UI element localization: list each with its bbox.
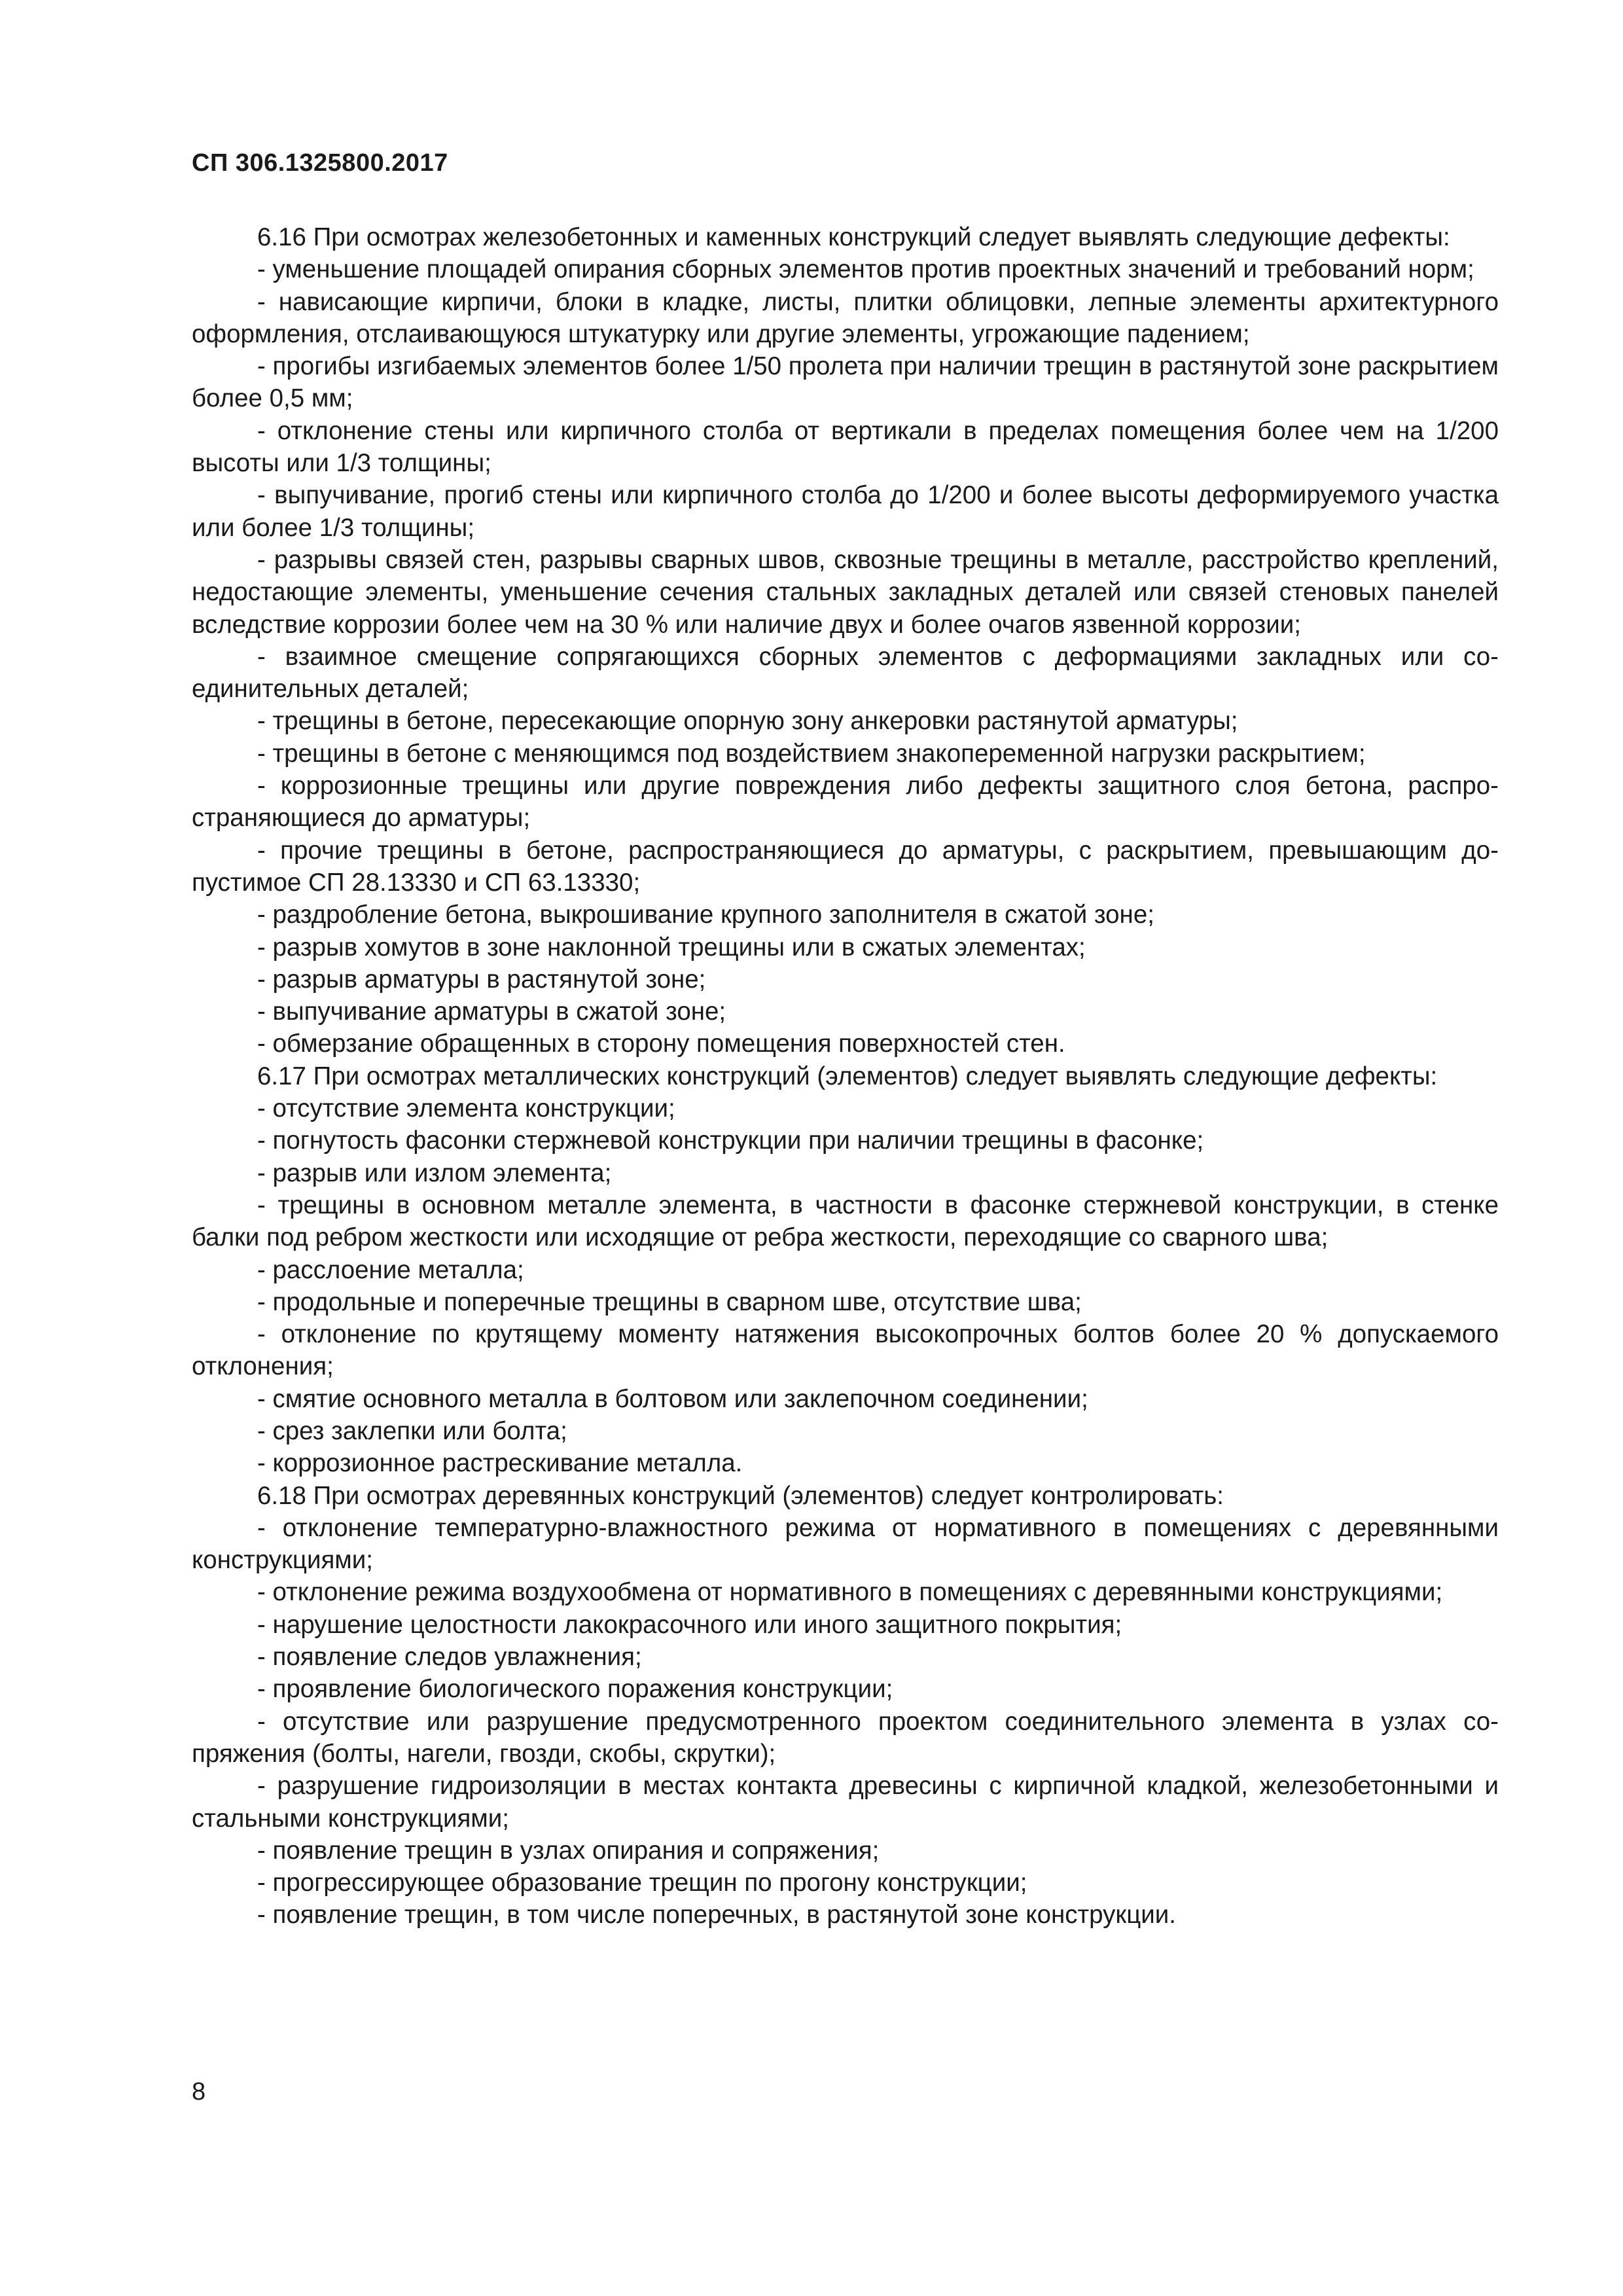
list-item: - появление следов увлажнения; — [257, 1643, 642, 1672]
list-item: - взаимное смещение сопрягающихся сборных элементов с деформациями закладных или соединительных деталей; — [192, 642, 1499, 704]
list-item: - разрыв хомутов в зоне наклонной трещины или в сжатых элементах; — [257, 933, 1086, 961]
list-item: - продольные и поперечные трещины в сварном шве, отсутствие шва; — [257, 1287, 1082, 1316]
list-item: - срез заклепки или болта; — [257, 1416, 567, 1445]
list-item: - прогибы изгибаемых элементов более 1/50 пролета при наличии трещин в растянутой зоне раскрытием более 0,5 мм; — [192, 352, 1499, 413]
document-body — [192, 221, 1499, 1931]
list-item: - уменьшение площадей опирания сборных элементов против проектных значений и требований норм; — [257, 255, 1474, 284]
list-item: - разрушение гидроизоляции в местах контакта древесины с кирпичной кладкой, железобетонными и стальными конструкциями; — [192, 1772, 1499, 1833]
list-item: - разрывы связей стен, разрывы сварных швов, сквозные трещины в металле, расстройство креплений, недостающие элементы, уменьшение сечения стальных закладных деталей или связей стеновых панелей вследствие коррозии более чем на 30 % или наличие двух и более очагов язвенной коррозии; — [192, 545, 1499, 639]
document-code-header: СП 306.1325800.2017 — [192, 149, 448, 177]
list-item: - смятие основного металла в болтовом или заклепочном соединении; — [257, 1384, 1088, 1413]
list-item: - нарушение целостности лакокрасочного или иного защитного покрытия; — [257, 1610, 1122, 1639]
list-item: - проявление биологического поражения конструкции; — [257, 1675, 893, 1704]
list-item: - отклонение стены или кирпичного столба от вертикали в пределах помещения более чем на 1/200 высоты или 1/3 толщины; — [192, 416, 1499, 478]
list-item: - отсутствие элемента конструкции; — [257, 1094, 675, 1123]
list-item: - появление трещин в узлах опирания и сопряжения; — [257, 1836, 880, 1865]
paragraph: 6.16 При осмотрах железобетонных и каменных конструкций следует выявлять следующие дефекты: — [257, 223, 1450, 251]
list-item: - коррозионное растрескивание металла. — [257, 1449, 743, 1478]
list-item: - отклонение по крутящему моменту натяжения высокопрочных болтов более 20 % допускаемого отклонения; — [192, 1320, 1499, 1381]
list-item: - нависающие кирпичи, блоки в кладке, листы, плитки облицовки, лепные элементы архитектурного оформления, отслаивающуюся штукатурку или другие элементы, угрожающие падением; — [192, 287, 1499, 348]
page-number: 8 — [192, 2078, 206, 2106]
list-item: - трещины в бетоне, пересекающие опорную зону анкеровки растянутой арматуры; — [257, 707, 1238, 736]
paragraph: 6.18 При осмотрах деревянных конструкций (элементов) следует контролировать: — [257, 1481, 1224, 1510]
list-item: - прогрессирующее образование трещин по прогону конструкции; — [257, 1869, 1027, 1897]
list-item: - разрыв или излом элемента; — [257, 1158, 612, 1187]
list-item: - разрыв арматуры в растянутой зоне; — [257, 965, 706, 994]
paragraph: 6.17 При осмотрах металлических конструкций (элементов) следует выявлять следующие дефекты: — [257, 1062, 1438, 1090]
list-item: - расслоение металла; — [257, 1255, 524, 1284]
list-item: - отклонение температурно-влажностного режима от нормативного в помещениях с деревянными конструкциями; — [192, 1513, 1499, 1575]
list-item: - погнутость фасонки стержневой конструкции при наличии трещины в фасонке; — [257, 1126, 1204, 1155]
list-item: - трещины в бетоне с меняющимся под воздействием знакопеременной нагрузки раскрытием; — [257, 739, 1366, 768]
list-item: - трещины в основном металле элемента, в частности в фасонке стержневой конструкции, в стенке балки под ребром жесткости или исходящие от ребра жесткости, переходящие со сварного шва; — [192, 1191, 1499, 1252]
list-item: - выпучивание, прогиб стены или кирпичного столба до 1/200 и более высоты деформируемого участка или более 1/3 толщины; — [192, 481, 1499, 542]
list-item: - отклонение режима воздухообмена от нормативного в помещениях с деревянными конструкциями; — [257, 1578, 1443, 1607]
list-item: - прочие трещины в бетоне, распространяющиеся до арматуры, с раскрытием, превышающим допустимое СП 28.13330 и СП 63.13330; — [192, 836, 1499, 897]
list-item: - обмерзание обращенных в сторону помещения поверхностей стен. — [257, 1030, 1065, 1058]
list-item: - раздробление бетона, выкрошивание крупного заполнителя в сжатой зоне; — [257, 901, 1154, 929]
list-item: - коррозионные трещины или другие повреждения либо дефекты защитного слоя бетона, распространяющиеся до арматуры; — [192, 772, 1499, 833]
list-item: - выпучивание арматуры в сжатой зоне; — [257, 997, 726, 1026]
list-item: - появление трещин, в том числе поперечных, в растянутой зоне конструкции. — [257, 1901, 1176, 1929]
list-item: - отсутствие или разрушение предусмотренного проектом соединительного элемента в узлах сопряжения (болты, нагели, гвозди, скобы, скрутки); — [192, 1707, 1499, 1768]
